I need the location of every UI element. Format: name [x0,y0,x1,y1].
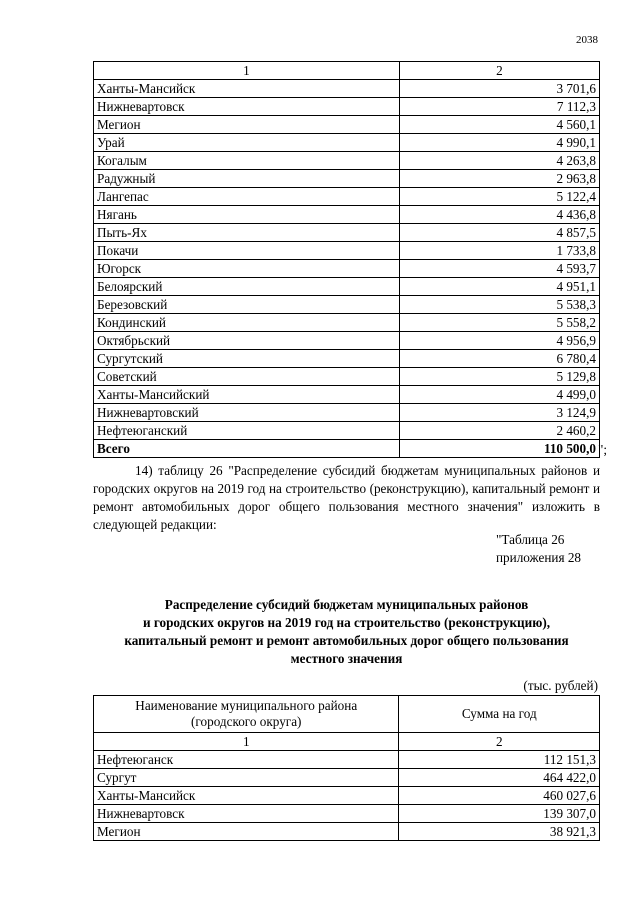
table-row [94,823,600,841]
amount-value: 1 733,8 [399,242,599,260]
table-row [94,188,600,206]
amount-value: 5 558,2 [399,314,599,332]
municipality-name: Мегион [94,823,399,841]
heading-line: капитальный ремонт и ремонт автомобильных дорог общего пользования [124,633,569,648]
amount-value: 5 538,3 [399,296,599,314]
header-row [94,696,600,733]
amount-value: 4 499,0 [399,386,599,404]
amount-value: 112 151,3 [399,751,600,769]
amount-value: 6 780,4 [399,350,599,368]
total-row [94,440,600,458]
table-row [94,152,600,170]
table-row [94,314,600,332]
table-row [94,242,600,260]
allocation-table-continued [93,61,600,458]
amount-value: 4 990,1 [399,134,599,152]
municipality-name: Нефтеюганск [94,751,399,769]
municipality-name: Покачи [94,242,400,260]
table-row [94,769,600,787]
amount-value: 139 307,0 [399,805,600,823]
amount-value: 4 857,5 [399,224,599,242]
amount-value: 460 027,6 [399,787,600,805]
units-label: (тыс. рублей) [523,678,598,693]
municipality-name: Ханты-Мансийск [94,80,400,98]
municipality-name: Березовский [94,296,400,314]
amount-value: 4 956,9 [399,332,599,350]
amount-value: 4 951,1 [399,278,599,296]
amount-value: 4 560,1 [399,116,599,134]
amount-value: 38 921,3 [399,823,600,841]
closing-quote-mark: "; [598,442,608,457]
table-row [94,224,600,242]
header-line: Наименование муниципального района [135,698,358,713]
column-numbering-row [94,62,600,80]
municipality-name: Урай [94,134,400,152]
table-reference [496,531,581,567]
column-numbering-row [94,733,600,751]
allocation-table-26 [93,695,600,841]
municipality-name: Кондинский [94,314,400,332]
total-value: 110 500,0 [399,440,599,458]
municipality-name: Нягань [94,206,400,224]
municipality-name: Пыть-Ях [94,224,400,242]
column-header-sum: Сумма на год [399,696,600,733]
column-number-2: 2 [399,733,600,751]
table-row [94,98,600,116]
municipality-name: Ханты-Мансийский [94,386,400,404]
table-row [94,206,600,224]
column-number-2: 2 [399,62,599,80]
heading-line: Распределение субсидий бюджетам муниципальных районов [164,597,529,612]
column-header-name [94,696,399,733]
municipality-name: Белоярский [94,278,400,296]
table-row [94,170,600,188]
amount-value: 3 701,6 [399,80,599,98]
municipality-name: Сургутский [94,350,400,368]
amount-value: 464 422,0 [399,769,600,787]
amount-value: 4 436,8 [399,206,599,224]
amount-value: 4 593,7 [399,260,599,278]
table-row [94,260,600,278]
amendment-paragraph: 14) таблицу 26 "Распределение субсидий бюджетам муниципальных районов и городских округов на 2019 год на строительство (реконструкцию), капитальный ремонт и ремонт автомобильных дорог общего пользования местного значения" изложить в следующей редакции: [93,463,600,532]
table-row [94,332,600,350]
table-heading [93,596,600,668]
amount-value: 2 963,8 [399,170,599,188]
table-row [94,296,600,314]
heading-line: и городских округов на 2019 год на строительство (реконструкцию), [142,615,551,630]
amount-value: 2 460,2 [399,422,599,440]
table-row [94,787,600,805]
table-row [94,80,600,98]
table-row [94,134,600,152]
municipality-name: Лангепас [94,188,400,206]
heading-line: местного значения [290,651,403,666]
column-number-1: 1 [94,62,400,80]
municipality-name: Когалым [94,152,400,170]
total-label: Всего [94,440,400,458]
table-row [94,422,600,440]
municipality-name: Нефтеюганский [94,422,400,440]
amount-value: 7 112,3 [399,98,599,116]
municipality-name: Ханты-Мансийск [94,787,399,805]
table-row [94,805,600,823]
municipality-name: Мегион [94,116,400,134]
table-row [94,278,600,296]
municipality-name: Югорск [94,260,400,278]
column-number-1: 1 [94,733,399,751]
table-row [94,404,600,422]
municipality-name: Нижневартовский [94,404,400,422]
amount-value: 3 124,9 [399,404,599,422]
municipality-name: Нижневартовск [94,98,400,116]
amount-value: 5 129,8 [399,368,599,386]
table-row [94,368,600,386]
table-row [94,386,600,404]
municipality-name: Нижневартовск [94,805,399,823]
page-number: 2038 [576,34,598,46]
table-reference-line: "Таблица 26 [496,532,565,547]
municipality-name: Сургут [94,769,399,787]
amount-value: 4 263,8 [399,152,599,170]
municipality-name: Советский [94,368,400,386]
table-row [94,751,600,769]
municipality-name: Радужный [94,170,400,188]
table-row [94,116,600,134]
table-reference-line: приложения 28 [496,550,582,565]
header-line: (городского округа) [191,714,302,729]
table-row [94,350,600,368]
amount-value: 5 122,4 [399,188,599,206]
municipality-name: Октябрьский [94,332,400,350]
